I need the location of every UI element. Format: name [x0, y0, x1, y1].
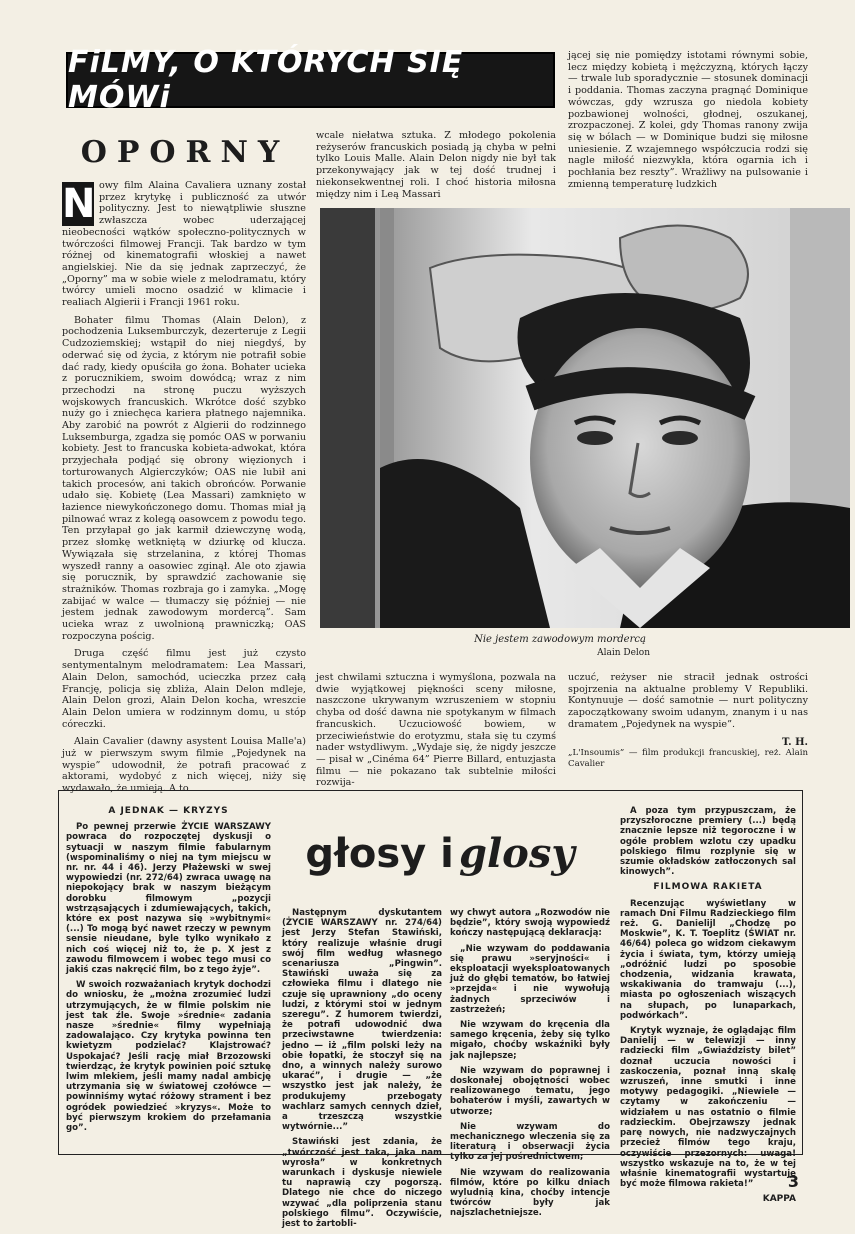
paragraph-text: owy film Alaina Cavaliera uznany został przez krytykę i publiczność za utwór polityczny. Jest to niewątpliwie słuszne zwłaszcza wobec uderzającej nieobecności wątków społeczno-politycznych w twórczości filmowej Francji. Tak bardzo w tym różnej od kinematografii włoskiej a nawet angielskiej. Nie da się jednak zaprzeczyć, że „Oporny” ma w sobie wiele z melodramatu, który twórcy umieli mocno osadzić w klimacie i realiach Algierii i Francji 1961 roku. — [62, 180, 306, 309]
paragraph: Nie wzywam do poprawnej i doskonałej obojętności wobec realizowanego tematu, jego bohaterów i myśli, zawartych w utworze; — [450, 1065, 610, 1117]
box-left-heading: A JEDNAK — KRYZYS — [108, 806, 229, 816]
article-right-top — [568, 50, 808, 196]
paragraph: Druga część filmu jest już czysto sentymentalnym melodramatem: Lea Massari, Alain Delon, samochód, ucieczka przez całą Francję, policja się zbliża, Alain Delon mdleje, Alain Delon grozi, Alain Delon kocha, wreszcie Alain Delon umiera w rodzinnym domu, u stóp córeczki. — [62, 648, 306, 730]
paragraph: Nie wzywam do kręcenia dla samego kręcenia, żeby się tylko migało, choćby wskaźniki były jak najlepsze; — [450, 1020, 610, 1061]
page-number: 3 — [787, 1172, 799, 1191]
box-middle2-column — [450, 908, 610, 1224]
film-footnote: „L'Insoumis” — film produkcji francuskiej, reż. Alain Cavalier — [568, 748, 808, 770]
box-right-column — [620, 806, 796, 1205]
glosy-heading-right: glosy — [458, 830, 575, 877]
article-right-bottom — [568, 672, 808, 770]
article-left-column — [62, 180, 306, 801]
paragraph: jest chwilami sztuczna i wymyślona, pozwala na dwie wyjątkowej piękności sceny miłosne, naszczone ukrywanym wzruszeniem w stopniu chyba od dość dawna nie spotykanym w filmach francuskich. Uczuciowość bowiem, w przeciwieństwie do erotyzmu, stała się tu czymś nader wstydliwym. „Wydaje się, że nigdy jeszcze — pisał w „Cinéma 64” Pierre Billard, entuzjasta filmu — nie pokazano tak subtelnie miłości rozwija- — [316, 672, 556, 789]
paragraph: W swoich rozważaniach krytyk dochodzi do wniosku, że „można zrozumieć ludzi utrzymujących, że w filmie polskim nie jest tak źle. Swoje »średnie« zadania nasze »średnie« filmy wypełniają zadowalająco. Czy krytyka powinna ten kwietyzm podzielać? Klajstrować? Uspokajać? Jeśli rację miał Brzozowski twierdząc, że krytyk powinien poić sztukę lwim mlekiem, jeśli mamy nadal ambicję utrzymania się w światowej czołówce — powinniśmy wytać różowy strament i bez ogródek powiedzieć »kryzys«. Może to być pierwszym krokiem do przełamania go”. — [66, 980, 271, 1134]
article-signature: T. H. — [781, 736, 808, 748]
paragraph: Nie wzywam do mechanicznego wleczenia się za literaturą i obserwacji życia tylko za jej pośrednictwem; — [450, 1121, 610, 1163]
caption-quote: Nie jestem zawodowym mordercą — [474, 634, 646, 645]
portrait-illustration — [320, 208, 850, 628]
paragraph: Nie wzywam do realizowania filmów, które po kilku dniach wyludnią kina, choćby intencje twórców były jak najszlachetniejsze. — [450, 1167, 610, 1219]
paragraph: Po pewnej przerwie ŻYCIE WARSZAWY powraca do rozpoczętej dyskusji o sytuacji w naszym filmie fabularnym (wspominaliśmy o niej na tym miejscu w nr. nr. 44 i 46). Jerzy Płażewski w swej wypowiedzi (nr. 272/64) zwraca uwagę na niepokojący brak w naszym bieżącym dorobku filmowym „pozycji wstrząsających i zdumiewających, takich, które ex post nazywa się »wybitnymi« (...) To mogą być nawet rzeczy w pewnym sensie nieudane, byle tylko wynikało z nich coś więcej niż to, że p. X jest z zawodu filmowcem i wobec tego musi co jakiś czas nakręcić film, bo z tego żyje”. — [66, 822, 271, 976]
paragraph: jącej się nie pomiędzy istotami równymi sobie, lecz między kobietą i mężczyzną, których łączy — trwale lub sporadycznie — stosunek dominacji i poddania. Thomas zaczyna pragnąć Dominique wówczas, gdy wzrusza go niedola kobiety pozbawionej wolności, głodnej, oszukanej, zrozpaczonej. Z kolei, gdy Thomas ranony zwija się w bólach — w Dominique budzi się miłosne uniesienie. Z wzajemnego współczucia rodzi się nagle miłość niezwykła, która ogarnia ich i pochłania bez reszty”. Wrażliwy na pulsowanie i zmienną temperaturę ludzkich — [568, 50, 808, 190]
paragraph: Krytyk wyznaje, że oglądając film Danielij — w telewizji — inny radziecki film „Gwiaździsty bilet” doznał uczucia nowości i zaskoczenia, poznał inną skalę wzruszeń, inne smutki i inne motywy pedagogiki. „Niewiele — czytamy w zakończeniu — widziałem u nas ostatnio o filmie radzieckim. Obejrzawszy jednak parę nowych, nie nadzwyczajnych przecież filmów tego kraju, oczywiście przezornych: uwaga! wszystko wskazuje na to, że w tej właśnie kinematografii wystartuje być może filmowa rakieta!” — [620, 1026, 796, 1190]
film-still-photo — [320, 208, 850, 628]
paragraph: wcale niełatwa sztuka. Z młodego pokolenia reżyserów francuskich posiadą ją chyba w pełni tylko Louis Malle. Alain Delon nigdy nie był tak przekonywający jak w tej dość trudnej i niekonsekwentnej roli. I choć historia miłosna między nim i Leą Massari — [316, 130, 556, 200]
caption-author: Alain Delon — [597, 648, 650, 658]
paragraph: Recenzując wyświetlany w ramach Dni Filmu Radzieckiego film reż. G. Danielijl „Chodzę po Moskwie”, K. T. Toeplitz (ŚWIAT nr. 46/64) poleca go widzom ciekawym życia i świata, tym, którzy umieją „odróżnić ludzi po sposobie chodzenia, widzania krawata, wskakiwania do tramwaju (...), miasta po ogłoszeniach wiszących na słupach, po lunaparkach, podwórkach”. — [620, 898, 796, 1021]
glosy-heading — [290, 830, 590, 877]
paragraph — [62, 180, 306, 309]
article-middle-bottom — [316, 672, 556, 795]
paragraph: A poza tym przypuszczam, że przyszłoroczne premiery (...) będą znacznie lepsze niż tegoroczne i w ogóle problem wzlotu czy upadku polskiego filmu rozplynie się w szumie okładsków zatłoczonych sal kinowych”. — [620, 806, 796, 878]
paragraph: uczuć, reżyser nie stracił jednak ostrości spojrzenia na aktualne problemy V Republiki. Kontynuuje — dość samotnie — nurt polityczny zapoczątkowany swoim udanym, znanym i u nas dramatem „Pojedynek na wyspie”. — [568, 672, 808, 730]
box-right-heading: FILMOWA RAKIETA — [653, 882, 763, 893]
article-middle-top — [316, 130, 556, 206]
paragraph: wy chwyt autora „Rozwodów nie będzie”, który swoją wypowiedź kończy następującą deklaracją: — [450, 908, 610, 939]
paragraph: Alain Cavalier (dawny asystent Louisa Malle'a) już w pierwszym swym filmie „Pojedynek na wyspie” udowodnił, że potrafi pracować z aktorami, wydobyć z nich więcej, niży się wydawało, że umieją. A to — [62, 736, 306, 795]
paragraph: Stawiński jest zdania, że „twórczość jest taka, jaka nam wyrosła” w konkretnych warunkach i dyskusje niewiele tu naprawią czy pogorszą. Dlatego nie chce do niczego wzywać „dla poliprzenia stanu polskiego filmu”. Oczywiście, jest to żartobli- — [282, 1137, 442, 1230]
dropcap: N — [62, 181, 96, 227]
paragraph: Bohater filmu Thomas (Alain Delon), z pochodzenia Luksemburczyk, dezerteruje z Legii Cudzoziemskiej; wstąpił do niej niegdyś, by oderwać się od życia, z którym nie potrafił sobie dać rady, kiedy opuściła go żona. Bohater ucieka z porucznikiem, swoim dowódcą; wraz z nim przechodzi na stronę puczu wyższych wojskowych francuskich. Wkrótce dość szybko nuży go i zniechęca kariera płatnego najemnika. Aby zarobić na powrót z Algierii do rodzinnego Luksemburga, zgadza się pomóc OAS w porwaniu kobiety. Jest to francuska kobieta-adwokat, która przyjechała podjąć się obrony więzionych i torturowanych Algierczyków; OAS nie lubił ani takich procesów, ani takich obrońców. Porwanie udało się. Kobietę (Lea Massari) zamknięto w łazience niewykończonego domu. Thomas miał ją pilnować wraz z kolegą oasowcem z powodu tego. Ten przyłapał go jak karmił dziewczynę wodą, przez słomkę wetkniętą w dziurkę od klucza. Wywiązała się strzelanina, z której Thomas wyszedł ranny a oasowiec zginął. Ale oto zjawia się porucznik, by sprawdzić zachowanie się strażników. Thomas rozbraja go i zamyka. „Mogę zabijać w walce — tłumaczy się później — nie jestem jednak zawodowym mordercą”. Sam ucieka wraz z uwolnioną prawniczką; OAS rozpoczyna pościg. — [62, 314, 306, 642]
box-middle-column — [282, 908, 442, 1234]
paragraph: „Nie wzywam do poddawania się prawu »seryjności« i eksploatacji wyeksploatowanych już do głębi tematów, bo łatwiej »przejda« i nie wywołują żadnych sprzeciwów i zastrzeżeń; — [450, 943, 610, 1015]
paragraph: Następnym dyskutantem (ŻYCIE WARSZAWY nr. 274/64) jest Jerzy Stefan Stawiński, który realizuje właśnie drugi swój film według własnego scenariusza „Pingwin”. Stawiński uważa się za człowieka filmu i dlatego nie czuje się uprawniony „do oceny ludzi, z którymi stoi w jednym szeregu”. Z humorem twierdzi, że potrafi udowodnić dwa przeciwstawne twierdzenia: jedno — iż „film polski leży na obie łopatki, że stoczył się na dno, a winnych należy surowo ukarać”, i drugie — „że wszystko jest jak należy, że produkujemy przebogaty wachlarz samych cennych dzieł, a trzeszczą wszystkie wytwórnie...” — [282, 908, 442, 1133]
box-left-column — [66, 806, 271, 1138]
box-right-signature: KAPPA — [762, 1194, 796, 1205]
section-banner: FiLMY, O KTÓRYCH SIĘ MÓWi — [66, 52, 555, 108]
glosy-heading-left: głosy i — [305, 831, 454, 877]
article-title: OPORNY — [80, 135, 290, 170]
photo-caption — [430, 634, 690, 658]
